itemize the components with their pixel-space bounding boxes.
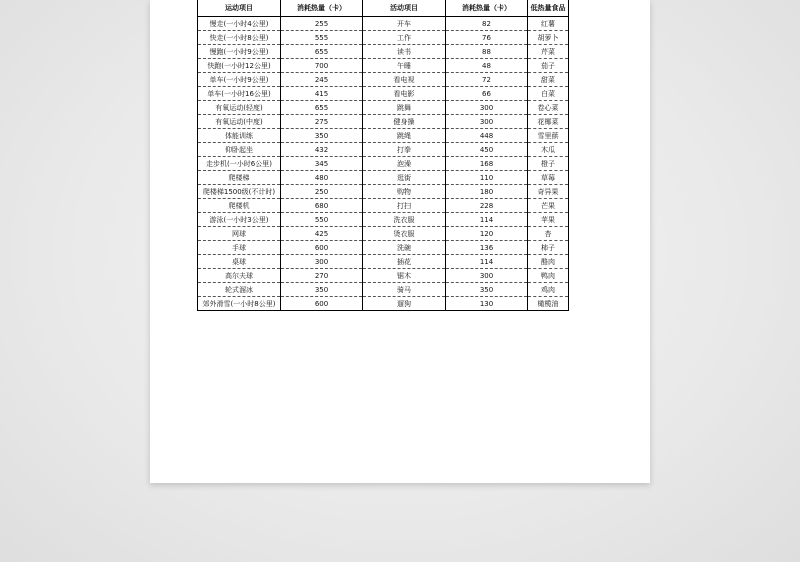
activity-cell: 洗碗 <box>363 241 446 255</box>
sport-cell: 网球 <box>198 227 281 241</box>
activity-cell: 跳绳 <box>363 129 446 143</box>
sport-calories-cell: 700 <box>281 59 363 73</box>
food-cell: 花椰菜 <box>528 115 569 129</box>
food-cell: 酪肉 <box>528 255 569 269</box>
activity-cell: 购物 <box>363 185 446 199</box>
activity-cell: 看电视 <box>363 73 446 87</box>
table-row <box>198 185 569 199</box>
table-row <box>198 143 569 157</box>
activity-calories-cell: 228 <box>446 199 528 213</box>
sport-calories-cell: 255 <box>281 17 363 31</box>
food-cell: 橄榄油 <box>528 297 569 311</box>
sport-calories-cell: 655 <box>281 101 363 115</box>
table-row <box>198 255 569 269</box>
table-row <box>198 283 569 297</box>
food-cell: 卷心菜 <box>528 101 569 115</box>
activity-cell: 泡澡 <box>363 157 446 171</box>
food-cell: 胡萝卜 <box>528 31 569 45</box>
food-cell: 白菜 <box>528 87 569 101</box>
activity-calories-cell: 114 <box>446 255 528 269</box>
food-cell: 雪里蕻 <box>528 129 569 143</box>
activity-cell: 看电影 <box>363 87 446 101</box>
calorie-table <box>197 0 569 311</box>
food-cell: 红薯 <box>528 17 569 31</box>
food-cell: 芒果 <box>528 199 569 213</box>
sport-cell: 轮式溜冰 <box>198 283 281 297</box>
activity-cell: 开车 <box>363 17 446 31</box>
activity-calories-cell: 136 <box>446 241 528 255</box>
food-cell: 奇异果 <box>528 185 569 199</box>
document-page <box>150 0 650 483</box>
table-body <box>198 17 569 311</box>
sport-cell: 高尔夫球 <box>198 269 281 283</box>
activity-calories-cell: 180 <box>446 185 528 199</box>
activity-cell: 逛街 <box>363 171 446 185</box>
activity-cell: 洗衣服 <box>363 213 446 227</box>
sport-calories-cell: 425 <box>281 227 363 241</box>
sport-calories-cell: 250 <box>281 185 363 199</box>
sport-calories-cell: 350 <box>281 283 363 297</box>
food-cell: 甜菜 <box>528 73 569 87</box>
activity-cell: 插花 <box>363 255 446 269</box>
activity-calories-cell: 48 <box>446 59 528 73</box>
table-row <box>198 45 569 59</box>
activity-calories-cell: 82 <box>446 17 528 31</box>
activity-calories-cell: 300 <box>446 269 528 283</box>
table-row <box>198 157 569 171</box>
sport-cell: 有氧运动(中度) <box>198 115 281 129</box>
header-activity-calories: 消耗热量（卡） <box>446 0 528 17</box>
sport-cell: 慢跑(一小时9公里) <box>198 45 281 59</box>
table-row <box>198 269 569 283</box>
activity-cell: 健身操 <box>363 115 446 129</box>
food-cell: 杏 <box>528 227 569 241</box>
sport-cell: 有氧运动(轻度) <box>198 101 281 115</box>
header-sport-calories: 消耗热量（卡） <box>281 0 363 17</box>
activity-cell: 午睡 <box>363 59 446 73</box>
activity-calories-cell: 450 <box>446 143 528 157</box>
sport-calories-cell: 432 <box>281 143 363 157</box>
sport-calories-cell: 550 <box>281 213 363 227</box>
table-row <box>198 213 569 227</box>
food-cell: 芹菜 <box>528 45 569 59</box>
sport-calories-cell: 415 <box>281 87 363 101</box>
table-row <box>198 17 569 31</box>
sport-calories-cell: 480 <box>281 171 363 185</box>
activity-cell: 骑马 <box>363 283 446 297</box>
table-row <box>198 101 569 115</box>
food-cell: 橙子 <box>528 157 569 171</box>
sport-calories-cell: 300 <box>281 255 363 269</box>
activity-calories-cell: 350 <box>446 283 528 297</box>
sport-cell: 爬楼梯 <box>198 171 281 185</box>
food-cell: 鸡肉 <box>528 283 569 297</box>
header-sport: 运动项目 <box>198 0 281 17</box>
table-row <box>198 171 569 185</box>
sport-calories-cell: 275 <box>281 115 363 129</box>
sport-cell: 快跑(一小时12公里) <box>198 59 281 73</box>
sport-cell: 游泳(一小时3公里) <box>198 213 281 227</box>
sport-cell: 单车(一小时16公里) <box>198 87 281 101</box>
table-row <box>198 87 569 101</box>
sport-cell: 走步机(一小时6公里) <box>198 157 281 171</box>
table-row <box>198 73 569 87</box>
activity-calories-cell: 114 <box>446 213 528 227</box>
activity-cell: 读书 <box>363 45 446 59</box>
activity-calories-cell: 72 <box>446 73 528 87</box>
activity-calories-cell: 76 <box>446 31 528 45</box>
table-row <box>198 199 569 213</box>
sport-cell: 快走(一小时8公里) <box>198 31 281 45</box>
table-row <box>198 31 569 45</box>
table-row <box>198 129 569 143</box>
activity-cell: 遛狗 <box>363 297 446 311</box>
activity-calories-cell: 300 <box>446 101 528 115</box>
sport-cell: 手球 <box>198 241 281 255</box>
table-row <box>198 227 569 241</box>
food-cell: 木瓜 <box>528 143 569 157</box>
sport-cell: 郊外滑雪(一小时8公里) <box>198 297 281 311</box>
food-cell: 茄子 <box>528 59 569 73</box>
activity-cell: 打拳 <box>363 143 446 157</box>
activity-cell: 打扫 <box>363 199 446 213</box>
table-row <box>198 115 569 129</box>
activity-calories-cell: 130 <box>446 297 528 311</box>
activity-calories-cell: 88 <box>446 45 528 59</box>
sport-cell: 桌球 <box>198 255 281 269</box>
activity-calories-cell: 448 <box>446 129 528 143</box>
activity-cell: 工作 <box>363 31 446 45</box>
table-row <box>198 297 569 311</box>
sport-cell: 仰卧起坐 <box>198 143 281 157</box>
activity-cell: 锯木 <box>363 269 446 283</box>
sport-calories-cell: 655 <box>281 45 363 59</box>
activity-calories-cell: 110 <box>446 171 528 185</box>
sport-calories-cell: 600 <box>281 297 363 311</box>
sport-calories-cell: 345 <box>281 157 363 171</box>
activity-calories-cell: 168 <box>446 157 528 171</box>
sport-calories-cell: 350 <box>281 129 363 143</box>
sport-cell: 体能训练 <box>198 129 281 143</box>
sport-calories-cell: 245 <box>281 73 363 87</box>
sport-calories-cell: 555 <box>281 31 363 45</box>
food-cell: 苹果 <box>528 213 569 227</box>
sport-cell: 爬楼梯1500级(不计时) <box>198 185 281 199</box>
sport-calories-cell: 600 <box>281 241 363 255</box>
sport-calories-cell: 680 <box>281 199 363 213</box>
sport-cell: 爬楼机 <box>198 199 281 213</box>
activity-calories-cell: 300 <box>446 115 528 129</box>
table-row <box>198 59 569 73</box>
sport-cell: 慢走(一小时4公里) <box>198 17 281 31</box>
food-cell: 草莓 <box>528 171 569 185</box>
food-cell: 鸭肉 <box>528 269 569 283</box>
table-header-row <box>198 0 569 17</box>
header-low-calorie-food: 低热量食品 <box>528 0 569 17</box>
sport-calories-cell: 270 <box>281 269 363 283</box>
activity-calories-cell: 66 <box>446 87 528 101</box>
table-row <box>198 241 569 255</box>
sport-cell: 单车(一小时9公里) <box>198 73 281 87</box>
food-cell: 柿子 <box>528 241 569 255</box>
activity-cell: 跳舞 <box>363 101 446 115</box>
activity-cell: 烫衣服 <box>363 227 446 241</box>
activity-calories-cell: 120 <box>446 227 528 241</box>
header-activity: 活动项目 <box>363 0 446 17</box>
